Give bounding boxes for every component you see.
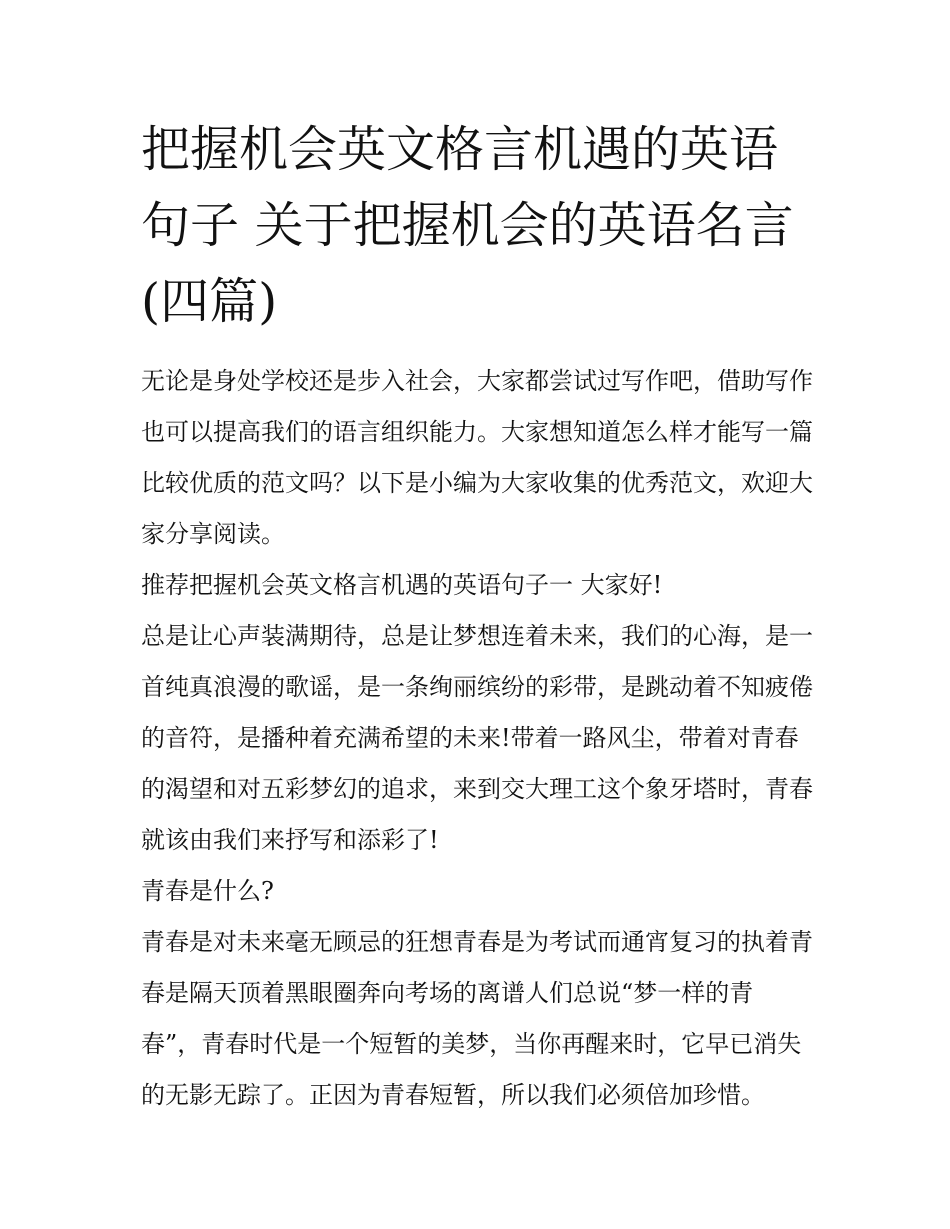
paragraph-dream: 总是让心声装满期待，总是让梦想连着未来，我们的心海，是一首纯真浪漫的歌谣，是一条绚丽缤纷的彩带，是跳动着不知疲倦的音符，是播种着充满希望的未来!带着一路风尘，带着对青春的渴望和对五彩梦幻的追求，来到交大理工这个象牙塔时，青春就该由我们来抒写和添彩了! <box>141 622 813 854</box>
paragraph-heading-one: 推荐把握机会英文格言机遇的英语句子一 大家好! <box>141 571 663 599</box>
document-page <box>141 112 813 1121</box>
document-title: 把握机会英文格言机遇的英语句子 关于把握机会的英语名言(四篇) <box>141 121 794 330</box>
paragraph-question: 青春是什么? <box>141 877 274 905</box>
paragraph-youth: 青春是对未来毫无顾忌的狂想青春是为考试而通宵复习的执着青春是隔天顶着黑眼圈奔向考场的离谱人们总说“梦一样的青春”，青春时代是一个短暂的美梦，当你再醒来时，它早已消失的无影无踪了。正因为青春短暂，所以我们必须倍加珍惜。 <box>141 928 813 1109</box>
paragraph-intro: 无论是身处学校还是步入社会，大家都尝试过写作吧，借助写作也可以提高我们的语言组织能力。大家想知道怎么样才能写一篇比较优质的范文吗？以下是小编为大家收集的优秀范文，欢迎大家分享阅读。 <box>141 367 813 548</box>
